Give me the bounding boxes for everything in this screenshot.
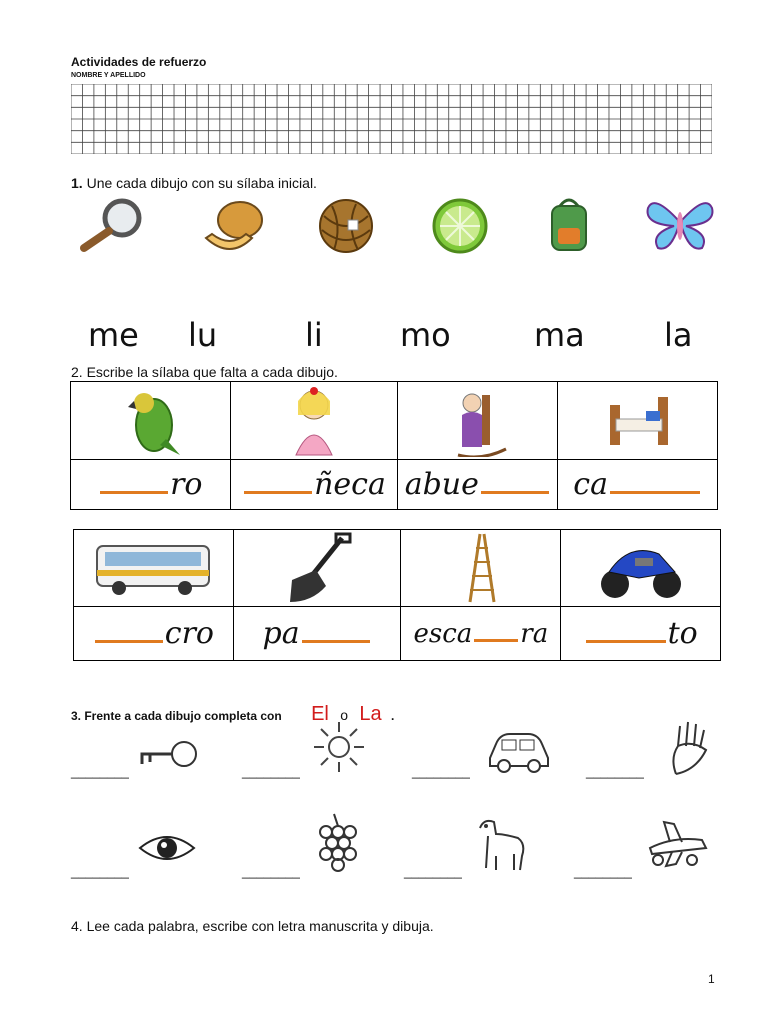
word-cell[interactable] [561, 607, 721, 661]
article-blank[interactable]: ________ [404, 864, 462, 879]
picture-cell [71, 382, 231, 460]
article-blank[interactable]: ________ [242, 764, 300, 779]
article-blank[interactable]: ________ [586, 764, 644, 779]
page-number: 1 [708, 972, 715, 986]
word-cell[interactable] [74, 607, 234, 661]
word-cell[interactable] [558, 460, 718, 510]
word-cell[interactable] [230, 460, 398, 510]
motorcycle-icon [599, 532, 683, 604]
word-suffix: ñeca [314, 467, 386, 502]
article-blank[interactable]: ________ [574, 864, 632, 879]
word-cell[interactable] [71, 460, 231, 510]
question-3-text: 3. Frente a cada dibujo completa con [71, 709, 282, 723]
word-prefix: ca [573, 467, 608, 502]
picture-cell [233, 530, 401, 607]
yarn-ball-icon [312, 196, 384, 256]
word-cell[interactable] [398, 460, 558, 510]
key-icon [136, 734, 200, 774]
hand-icon [666, 718, 712, 778]
article-blank[interactable]: ________ [71, 764, 129, 779]
option-or: o [340, 707, 348, 723]
picture-cell [398, 382, 558, 460]
name-label: NOMBRE Y APELLIDO [71, 72, 146, 79]
name-writing-grid[interactable] [71, 84, 712, 154]
question-1 [71, 175, 317, 191]
picture-cell [230, 382, 398, 460]
shovel-icon [272, 532, 362, 604]
word-suffix: to [667, 616, 698, 651]
picture-cell [558, 382, 718, 460]
syllable-table-2 [73, 529, 721, 661]
ladder-icon [456, 532, 506, 604]
backpack-icon [540, 194, 612, 254]
word-cell[interactable] [401, 607, 561, 661]
syllable-la[interactable]: la [664, 316, 693, 354]
question-1-number: 1. [71, 175, 83, 191]
word-prefix: esca [413, 618, 473, 649]
picture-cell [561, 530, 721, 607]
syllable-table-1 [70, 381, 718, 510]
parrot-icon [114, 385, 186, 457]
grapes-icon [312, 812, 362, 874]
bus-icon [91, 538, 215, 598]
syllable-me[interactable]: me [88, 316, 139, 354]
bed-icon [602, 391, 674, 451]
worksheet-title: Actividades de refuerzo [71, 55, 207, 69]
question-1-text: Une cada dibujo con su sílaba inicial. [86, 175, 317, 191]
airplane-icon [644, 818, 710, 870]
syllable-mo[interactable]: mo [400, 316, 451, 354]
picture-cell [74, 530, 234, 607]
doll-icon [278, 385, 350, 457]
magnifying-glass-icon [76, 196, 148, 256]
article-blank[interactable]: ________ [242, 864, 300, 879]
syllable-li[interactable]: li [305, 316, 323, 354]
option-la: La [359, 703, 382, 725]
word-prefix: pa [262, 616, 300, 651]
question-2-text: 2. Escribe la sílaba que falta a cada dibujo. [71, 364, 338, 380]
butterfly-icon [644, 194, 716, 254]
word-suffix: ra [520, 618, 549, 649]
picture-cell [401, 530, 561, 607]
syllable-lu[interactable]: lu [188, 316, 218, 354]
word-prefix: abue [404, 467, 479, 502]
syllable-ma[interactable]: ma [534, 316, 585, 354]
question-4-text: 4. Lee cada palabra, escribe con letra manuscrita y dibuja. [71, 918, 434, 934]
article-blank[interactable]: ________ [412, 764, 470, 779]
lime-icon [430, 196, 502, 256]
period: . [390, 709, 395, 723]
grandmother-icon [442, 385, 514, 457]
option-el: El [311, 703, 329, 725]
word-cell[interactable] [233, 607, 401, 661]
car-icon [486, 726, 552, 776]
article-blank[interactable]: ________ [71, 864, 129, 879]
word-suffix: ro [170, 467, 203, 502]
eye-icon [136, 826, 198, 870]
sun-icon [312, 720, 366, 774]
dog-icon [474, 814, 530, 874]
word-suffix: cro [164, 616, 214, 651]
melon-icon [200, 198, 272, 258]
